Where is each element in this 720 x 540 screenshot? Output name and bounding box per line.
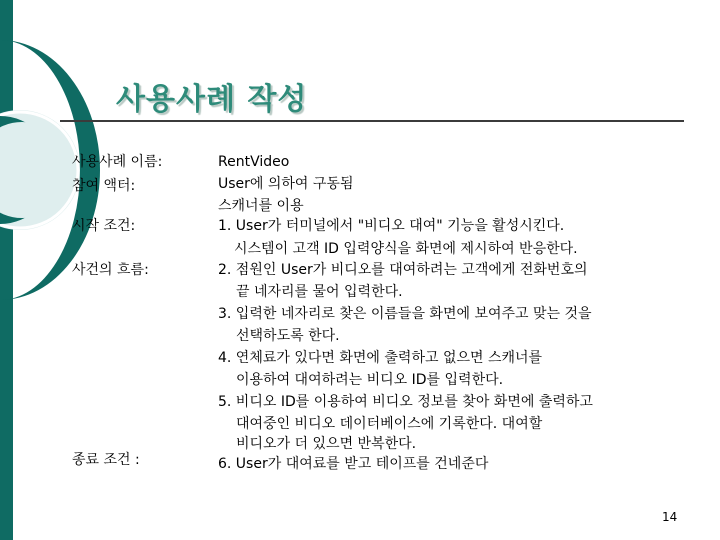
content-line: 대여중인 비디오 데이터베이스에 기록한다. 대여할 bbox=[236, 416, 543, 432]
label-event-flow: 사건의 흐름: bbox=[72, 262, 149, 278]
content-line: 2. 점원인 User가 비디오를 대여하려는 고객에게 전화번호의 bbox=[218, 262, 588, 278]
title-divider bbox=[60, 120, 684, 122]
content-line: User에 의하여 구동됨 bbox=[218, 176, 354, 192]
content-line: 비디오가 더 있으면 반복한다. bbox=[236, 436, 417, 452]
content-line: 이용하여 대여하려는 비디오 ID를 입력한다. bbox=[236, 372, 504, 388]
content-line: 끝 네자리를 물어 입력한다. bbox=[236, 284, 403, 300]
label-usecase-name: 사용사례 이름: bbox=[72, 154, 163, 170]
content-line: 스캐너를 이용 bbox=[218, 198, 304, 214]
label-start-condition: 시작 조건: bbox=[72, 218, 136, 234]
content-line: 5. 비디오 ID를 이용하여 비디오 정보를 찾아 화면에 출력하고 bbox=[218, 394, 593, 410]
content-line: 3. 입력한 네자리로 찾은 이름들을 화면에 보여주고 맞는 것을 bbox=[218, 306, 592, 322]
label-actor: 참여 액터: bbox=[72, 178, 136, 194]
content-line: 선택하도록 한다. bbox=[236, 328, 340, 344]
label-end-condition: 종료 조건 : bbox=[72, 452, 140, 468]
content-line: RentVideo bbox=[218, 154, 290, 170]
content-line: 시스템이 고객 ID 입력양식을 화면에 제시하여 반응한다. bbox=[234, 241, 578, 257]
page-number: 14 bbox=[662, 510, 678, 524]
content-line: 4. 연체료가 있다면 화면에 출력하고 없으면 스캐너를 bbox=[218, 350, 543, 366]
left-band bbox=[0, 0, 13, 540]
slide-title: 사용사례 작성 bbox=[116, 82, 308, 117]
content-line: 1. User가 터미널에서 "비디오 대여" 기능을 활성시킨다. bbox=[218, 218, 565, 234]
content-line: 6. User가 대여료를 받고 테이프를 건네준다 bbox=[218, 456, 489, 472]
